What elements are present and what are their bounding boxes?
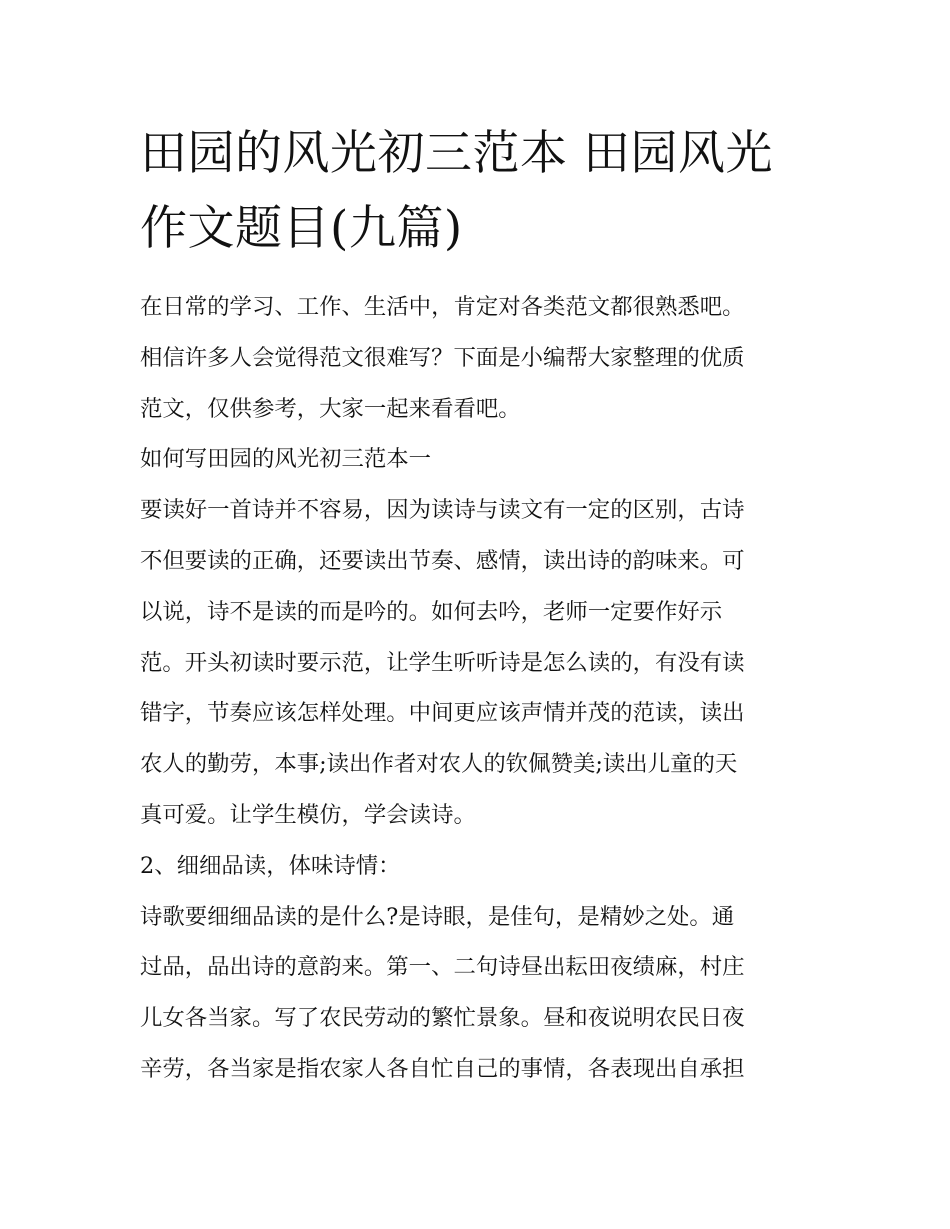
section-heading: 2、细细品读，体味诗情： — [140, 852, 401, 879]
document-title — [140, 116, 820, 266]
body-line: 儿女各当家。写了农民劳动的繁忙景象。昼和夜说明农民日夜 — [140, 1005, 745, 1032]
body-line: 范文，仅供参考，大家一起来看看吧。 — [140, 395, 521, 422]
title-line: 田园的风光初三范本 田园风光 — [140, 126, 773, 181]
body-line: 错字，节奏应该怎样处理。中间更应该声情并茂的范读，读出 — [140, 700, 745, 727]
body-line: 在日常的学习、工作、生活中，肯定对各类范文都很熟悉吧。 — [140, 294, 745, 320]
body-line: 辛劳，各当家是指农家人各自忙自己的事情，各表现出自承担 — [140, 1055, 745, 1082]
body-line: 相信许多人会觉得范文很难写？下面是小编帮大家整理的优质 — [140, 344, 745, 371]
body-line: 农人的勤劳，本事;读出作者对农人的钦佩赞美;读出儿童的天 — [140, 751, 738, 778]
section-heading: 如何写田园的风光初三范本一 — [140, 446, 432, 473]
body-line: 要读好一首诗并不容易，因为读诗与读文有一定的区别，古诗 — [140, 497, 745, 524]
body-line: 不但要读的正确，还要读出节奏、感情，读出诗的韵味来。可 — [140, 547, 745, 574]
body-line: 以说，诗不是读的而是吟的。如何去吟，老师一定要作好示 — [140, 598, 723, 625]
body-line: 范。开头初读时要示范，让学生听听诗是怎么读的，有没有读 — [140, 649, 745, 676]
body-line: 诗歌要细细品读的是什么?是诗眼，是佳句，是精妙之处。通 — [140, 903, 735, 930]
body-line: 真可爱。让学生模仿，学会读诗。 — [140, 801, 476, 828]
document-body — [140, 282, 820, 1095]
title-line: 作文题目(九篇) — [140, 201, 463, 256]
document-page — [140, 116, 820, 1095]
body-line: 过品，品出诗的意韵来。第一、二句诗昼出耘田夜绩麻，村庄 — [140, 954, 745, 981]
